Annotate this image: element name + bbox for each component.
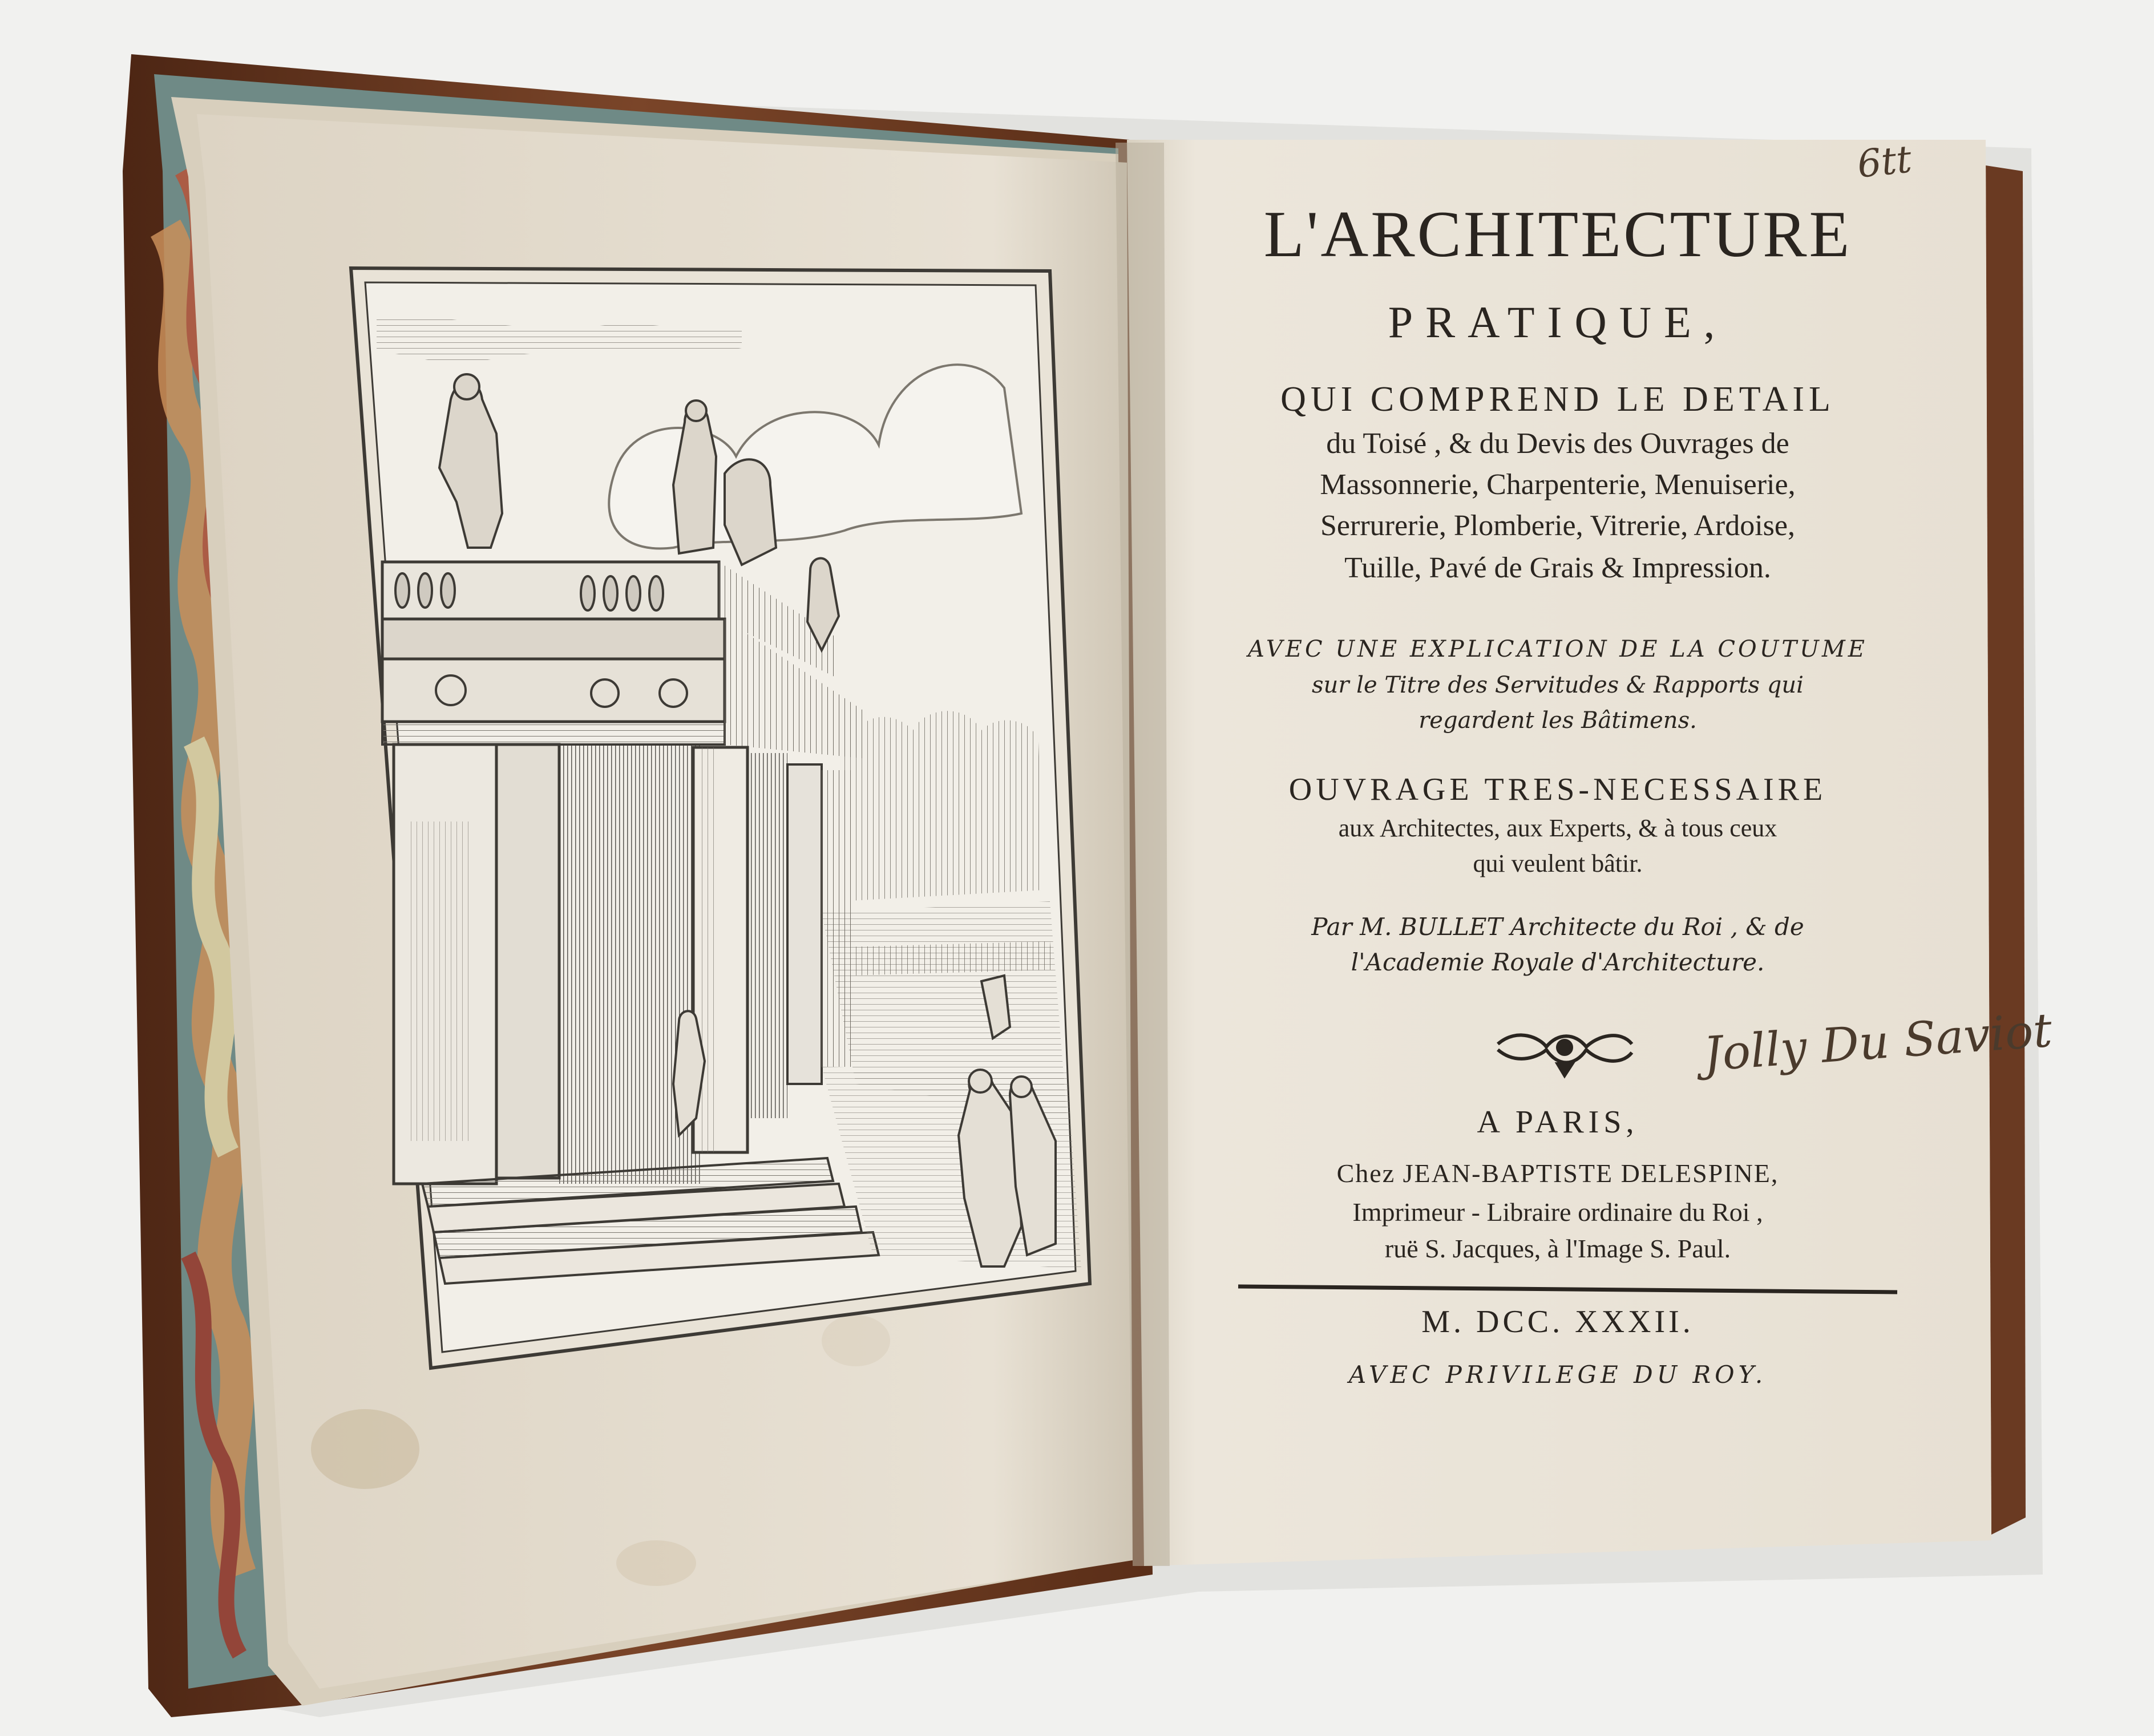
imprint-address: ruë S. Jacques, à l'Image S. Paul. — [1384, 1234, 1731, 1263]
explication-line: sur le Titre des Servitudes & Rapports qui — [1312, 672, 1804, 698]
subtitle: PRATIQUE, — [1388, 297, 1728, 347]
publication-date: M. DCC. XXXII. — [1421, 1304, 1694, 1340]
author-line: l'Academie Royale d'Architecture. — [1351, 948, 1765, 976]
imprint-city: A PARIS, — [1477, 1104, 1639, 1140]
contents-line: Serrurerie, Plomberie, Vitrerie, Ardoise, — [1320, 509, 1795, 542]
foxing-stain — [616, 1540, 696, 1586]
privilege-line: AVEC PRIVILEGE DU ROY. — [1348, 1361, 1767, 1389]
ouvrage-heading: OUVRAGE TRES-NECESSAIRE — [1288, 772, 1827, 807]
contents-heading: QUI COMPREND LE DETAIL — [1280, 380, 1835, 419]
frontispiece-engraving — [351, 268, 1090, 1368]
explication-heading: AVEC UNE EXPLICATION DE LA COUTUME — [1248, 636, 1868, 662]
handwritten-shelf-mark: 6tt — [1855, 137, 1914, 187]
contents-line: Massonnerie, Charpenterie, Menuiserie, — [1320, 468, 1796, 501]
ouvrage-line: aux Architectes, aux Experts, & à tous ceux — [1338, 814, 1777, 842]
handwritten-signature: Jolly Du Saviot — [1702, 1003, 2054, 1082]
ouvrage-line: qui veulent bâtir. — [1473, 849, 1643, 877]
explication-line: regardent les Bâtimens. — [1419, 707, 1697, 734]
main-title: L'ARCHITECTURE — [1263, 198, 1852, 271]
contents-line: Tuille, Pavé de Grais & Impression. — [1344, 552, 1771, 584]
foxing-stain — [311, 1409, 419, 1489]
author-line: Par M. BULLET Architecte du Roi , & de — [1311, 913, 1804, 941]
right-cover-edge — [1986, 165, 2026, 1535]
imprint-publisher: Chez JEAN-BAPTISTE DELESPINE, — [1336, 1159, 1779, 1188]
contents-line: du Toisé , & du Devis des Ouvrages de — [1326, 427, 1789, 460]
foxing-stain — [822, 1315, 890, 1366]
imprint-role: Imprimeur - Libraire ordinaire du Roi , — [1352, 1197, 1763, 1227]
